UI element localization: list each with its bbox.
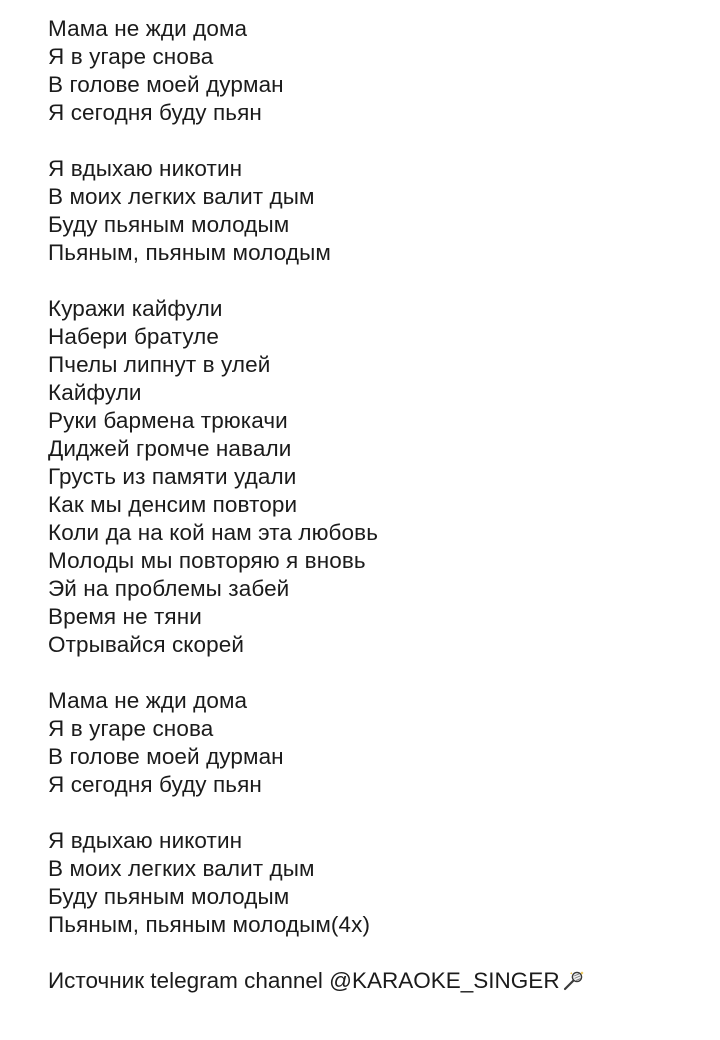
- lyric-line: В моих легких валит дым: [48, 856, 315, 881]
- lyric-line: Время не тяни: [48, 604, 202, 629]
- lyric-line: Я вдыхаю никотин: [48, 156, 243, 181]
- lyric-line: Пьяным, пьяным молодым(4x): [48, 912, 371, 937]
- lyric-line: Мама не жди дома: [48, 16, 248, 41]
- lyric-line: Пьяным, пьяным молодым: [48, 240, 331, 265]
- lyric-line: Диджей громче навали: [48, 436, 292, 461]
- microphone-icon: [561, 969, 585, 993]
- lyric-line: Как мы денсим повтори: [48, 492, 298, 517]
- stanza: [48, 827, 708, 939]
- lyric-line: Коли да на кой нам эта любовь: [48, 520, 379, 545]
- lyrics-document: [48, 15, 708, 995]
- stanza: [48, 687, 708, 799]
- lyric-line: Куражи кайфули: [48, 296, 223, 321]
- lyric-line: Я в угаре снова: [48, 44, 214, 69]
- lyrics-body: [48, 15, 708, 939]
- lyric-line: Отрывайся скорей: [48, 632, 245, 657]
- stanza: [48, 295, 708, 659]
- lyric-line: Я вдыхаю никотин: [48, 828, 243, 853]
- source-line: [48, 967, 708, 995]
- lyric-line: В голове моей дурман: [48, 72, 284, 97]
- lyric-line: Руки бармена трюкачи: [48, 408, 288, 433]
- lyric-line: Буду пьяным молодым: [48, 212, 290, 237]
- source-text: Источник telegram channel @KARAOKE_SINGER: [48, 968, 560, 993]
- lyric-line: Кайфули: [48, 380, 142, 405]
- lyric-line: Эй на проблемы забей: [48, 576, 290, 601]
- lyric-line: В моих легких валит дым: [48, 184, 315, 209]
- stanza: [48, 15, 708, 127]
- lyric-line: В голове моей дурман: [48, 744, 284, 769]
- lyric-line: Мама не жди дома: [48, 688, 248, 713]
- lyric-line: Грусть из памяти удали: [48, 464, 297, 489]
- lyric-line: Молоды мы повторяю я вновь: [48, 548, 366, 573]
- stanza: [48, 155, 708, 267]
- lyric-line: Буду пьяным молодым: [48, 884, 290, 909]
- lyric-line: Я сегодня буду пьян: [48, 100, 262, 125]
- lyric-line: Я сегодня буду пьян: [48, 772, 262, 797]
- lyric-line: Я в угаре снова: [48, 716, 214, 741]
- lyric-line: Пчелы липнут в улей: [48, 352, 271, 377]
- lyric-line: Набери братуле: [48, 324, 220, 349]
